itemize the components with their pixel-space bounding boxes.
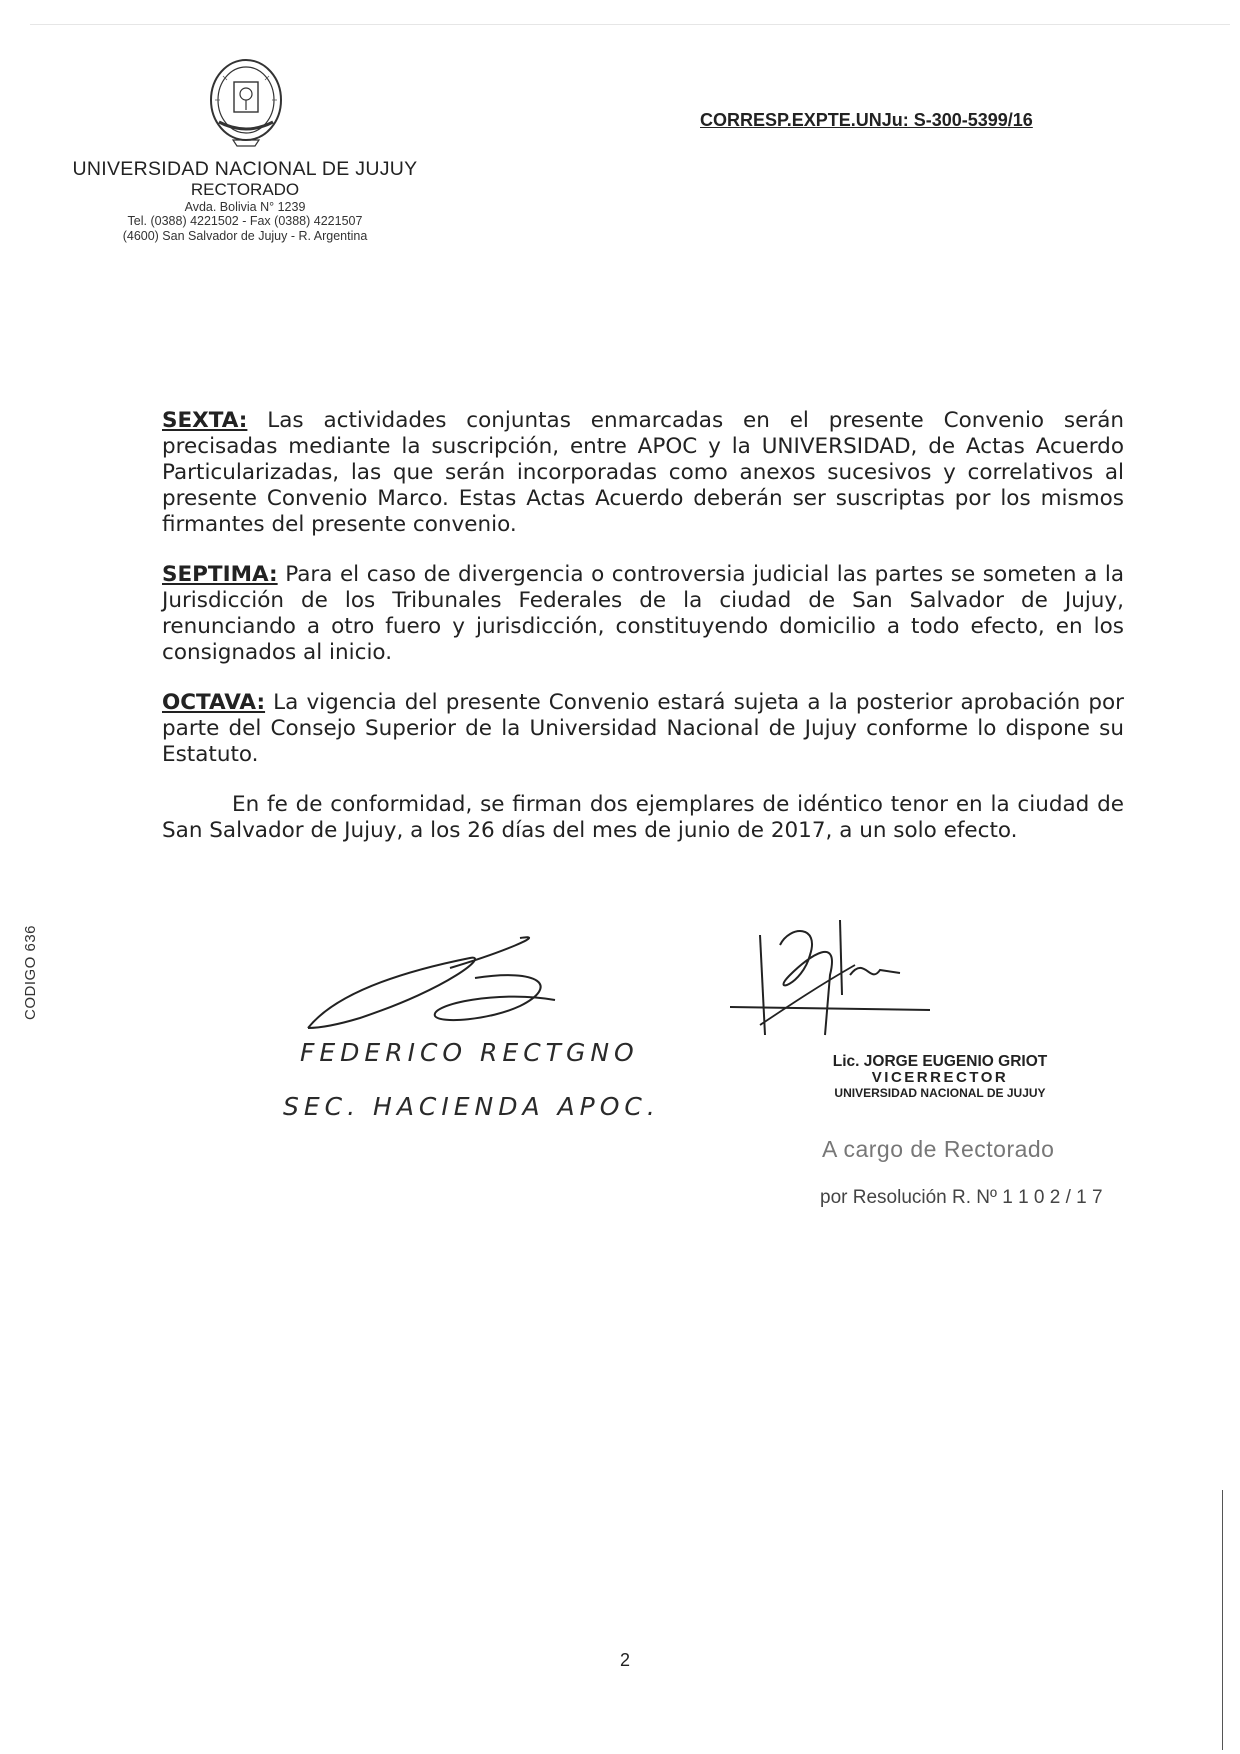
left-signatory-name: FEDERICO RECTGNO <box>300 1038 639 1067</box>
stamp-line-1: A cargo de Rectorado <box>822 1136 1055 1162</box>
scan-edge-line <box>30 24 1230 25</box>
city: (4600) San Salvador de Jujuy - R. Argentina <box>122 228 368 243</box>
letterhead <box>60 158 430 243</box>
clause-label: SEXTA: <box>162 408 248 433</box>
university-seal-icon <box>205 56 287 150</box>
clause-octava <box>162 690 1124 768</box>
left-signature-icon <box>300 928 590 1038</box>
university-name: UNIVERSIDAD NACIONAL DE JUJUY <box>72 158 418 180</box>
clause-sexta <box>162 408 1124 538</box>
right-signature-block <box>800 1053 1080 1100</box>
closing-paragraph: En fe de conformidad, se firman dos ejemplares de idéntico tenor en la ciudad de San Salvador de Jujuy, a los 26 días del mes de junio de 2017, a un solo efecto. <box>162 792 1124 843</box>
clause-label: OCTAVA: <box>162 690 266 715</box>
document-body <box>162 408 1124 868</box>
address: Avda. Bolivia N° 1239 <box>184 199 306 214</box>
file-reference: CORRESP.EXPTE.UNJu: S-300-5399/16 <box>700 110 1033 130</box>
clause-text: Las actividades conjuntas enmarcadas en el presente Convenio serán precisadas mediante la suscripción, entre APOC y la UNIVERSIDAD, de Actas Acuerdo Particularizadas, las que serán incorporadas como anexos sucesivos y correlativos al presente Convenio Marco. Estas Actas Acuerdo deberán ser suscriptas por los mismos firmantes del presente convenio. <box>162 408 1124 537</box>
clause-text: Para el caso de divergencia o controversia judicial las partes se someten a la Jurisdicción de los Tribunales Federales de la ciudad de San Salvador de Jujuy, renunciando a otro fuero y jurisdicción, constituyendo domicilio a todo efecto, en los consignados al inicio. <box>162 562 1124 665</box>
signatory-name: Lic. JORGE EUGENIO GRIOT <box>832 1053 1048 1070</box>
stamp-line-2: por Resolución R. Nº 1 1 0 2 / 1 7 <box>820 1187 1103 1208</box>
clause-label: SEPTIMA: <box>162 562 278 587</box>
signatory-title: VICERRECTOR <box>871 1069 1009 1087</box>
margin-code: CODIGO 636 <box>22 924 39 1020</box>
left-signatory-title: SEC. HACIENDA APOC. <box>283 1092 660 1121</box>
page-number: 2 <box>620 1650 631 1670</box>
scan-edge-line-right <box>1222 1490 1223 1750</box>
phone-fax: Tel. (0388) 4221502 - Fax (0388) 4221507 <box>127 214 363 229</box>
office-name: RECTORADO <box>190 180 300 200</box>
signatory-institution: UNIVERSIDAD NACIONAL DE JUJUY <box>834 1085 1046 1100</box>
clause-septima <box>162 562 1124 666</box>
clause-text: La vigencia del presente Convenio estará sujeta a la posterior aprobación por parte del Consejo Superior de la Universidad Nacional de Jujuy conforme lo dispone su Estatuto. <box>162 690 1124 767</box>
right-signature-icon <box>730 915 970 1045</box>
